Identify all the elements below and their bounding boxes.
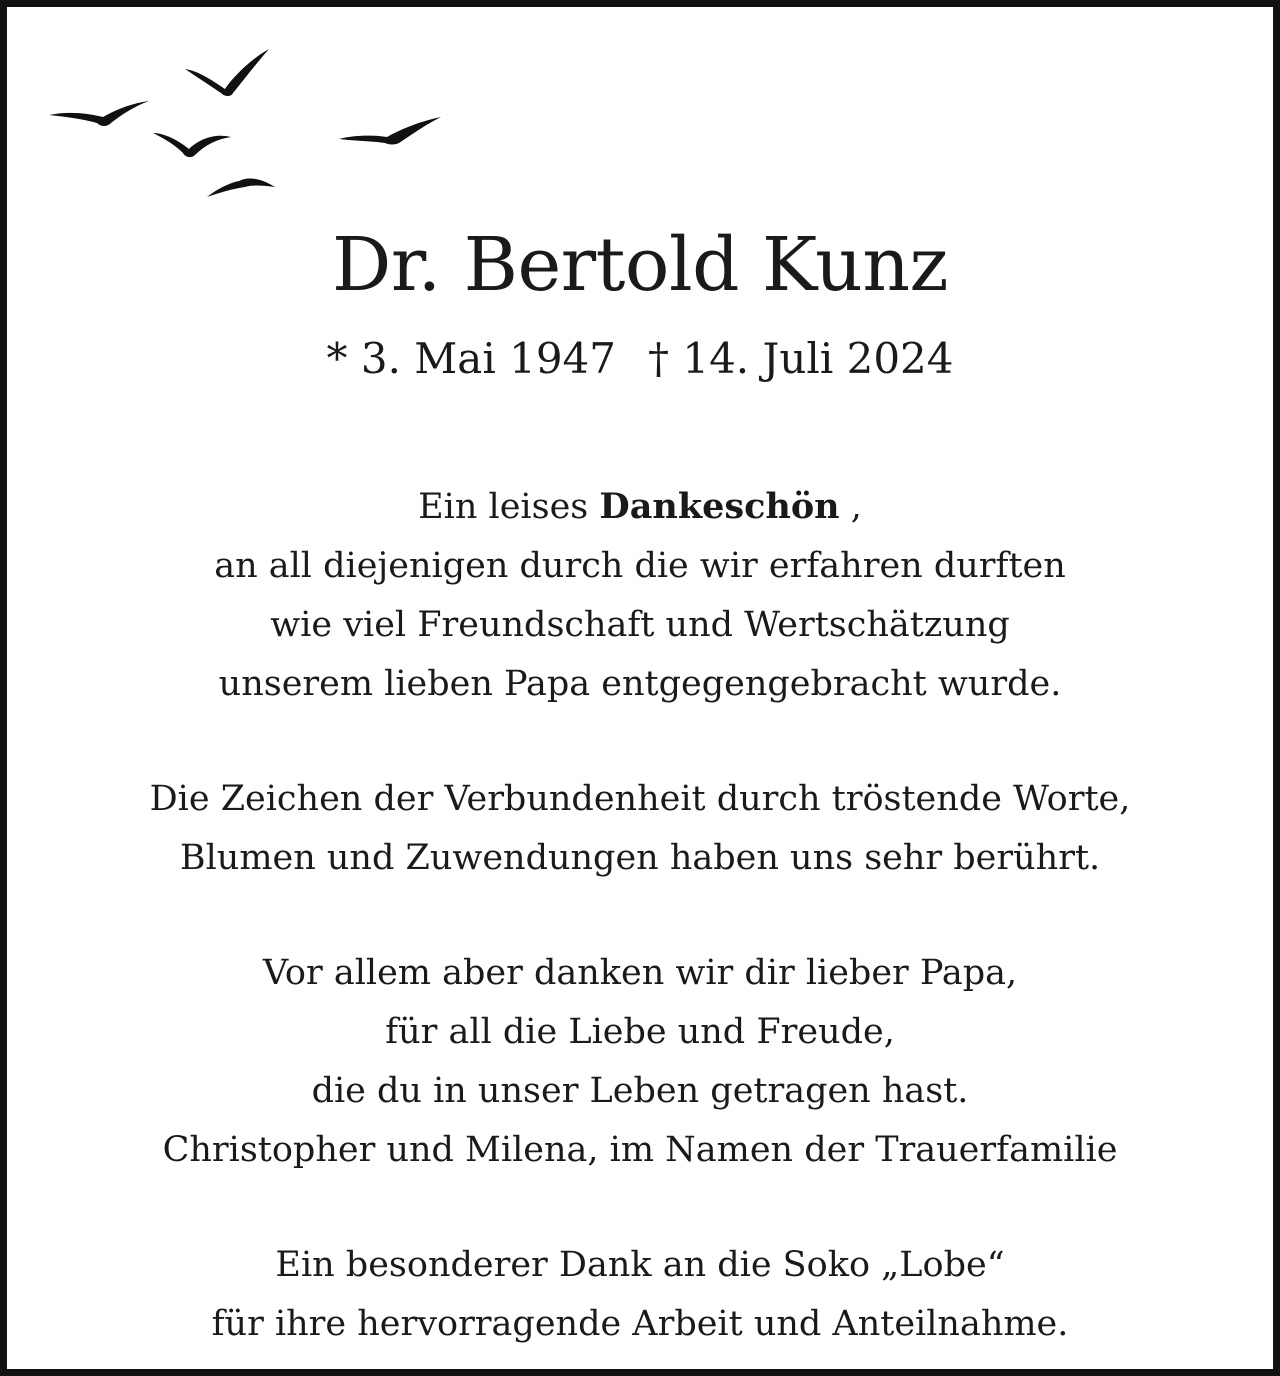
birth-date: * 3. Mai 1947 (326, 334, 616, 383)
text-line: für all die Liebe und Freude, (385, 1012, 895, 1052)
text-line: Blumen und Zuwendungen haben uns sehr berührt. (179, 838, 1101, 878)
text-line: wie viel Freundschaft und Wertschätzung (270, 605, 1010, 645)
text-line: unserem lieben Papa entgegengebracht wurde. (218, 664, 1062, 704)
text-line: an all diejenigen durch die wir erfahren durften (214, 546, 1066, 586)
deceased-name: Dr. Bertold Kunz (332, 222, 948, 308)
text-line: die du in unser Leben getragen hast. (311, 1071, 969, 1111)
text-line: Die Zeichen der Verbundenheit durch tröstende Worte, (149, 779, 1131, 819)
text-line: Vor allem aber danken wir dir lieber Papa, (262, 953, 1018, 993)
text-line: Ein besonderer Dank an die Soko „Lobe“ (275, 1245, 1005, 1285)
text-line: für ihre hervorragende Arbeit und Anteilnahme. (211, 1304, 1069, 1344)
life-dates (7, 329, 1273, 389)
death-date: † 14. Juli 2024 (648, 334, 954, 383)
signature-line: Christopher und Milena, im Namen der Trauerfamilie (162, 1130, 1118, 1170)
thanks-text (7, 477, 1273, 1354)
thanks-intro: Ein leises Dankeschön , (418, 486, 862, 527)
flying-birds-icon (37, 37, 457, 212)
